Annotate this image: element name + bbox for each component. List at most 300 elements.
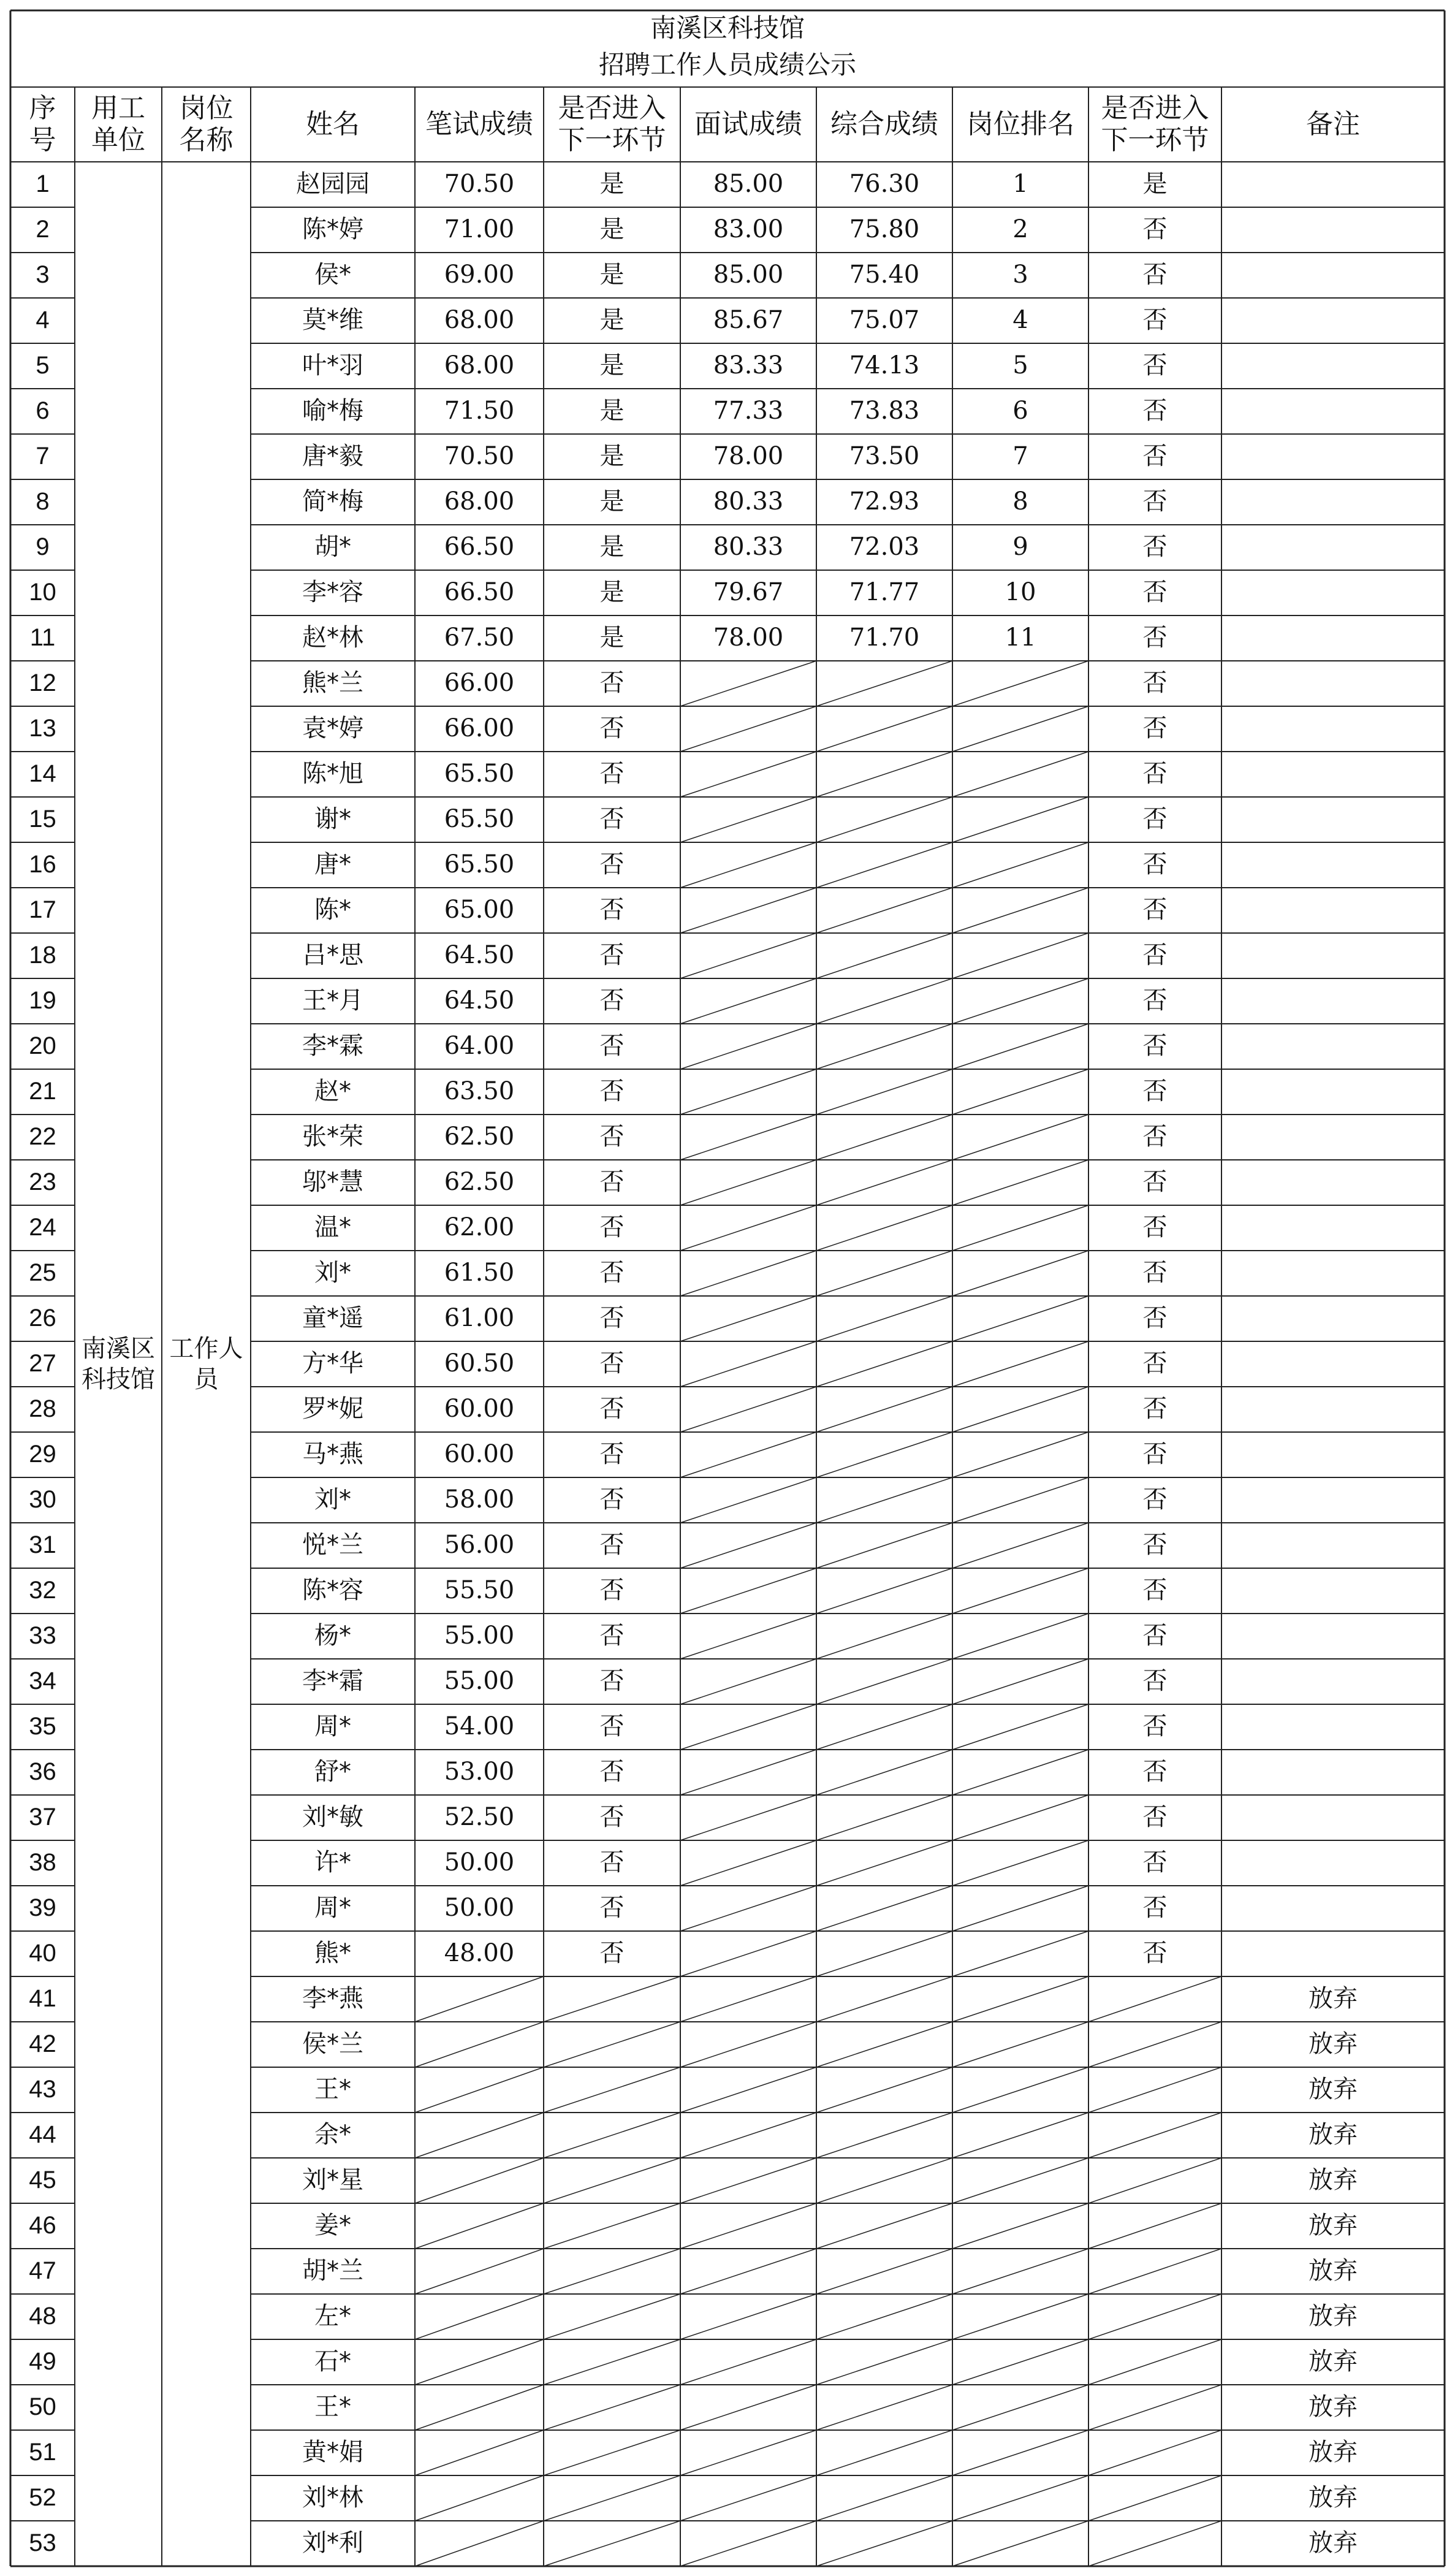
row-remarks <box>1221 1341 1445 1387</box>
empty-cell-slash <box>415 2249 544 2294</box>
row-seq: 5 <box>36 352 50 379</box>
row-name: 胡*兰 <box>302 2257 363 2285</box>
row-remarks <box>1221 1795 1445 1840</box>
row-remarks: 放弃 <box>1309 2211 1358 2240</box>
row-remarks: 放弃 <box>1309 2075 1358 2104</box>
row-name: 侯*兰 <box>302 2030 363 2059</box>
row-written-score: 60.00 <box>444 1440 515 1469</box>
empty-cell-slash <box>816 1296 952 1341</box>
row-rank: 5 <box>1012 351 1028 380</box>
row-name: 舒* <box>314 1758 351 1786</box>
row-seq: 41 <box>29 1985 56 2013</box>
empty-cell-slash <box>680 1069 816 1115</box>
row-remarks <box>1221 1568 1445 1614</box>
row-written-score: 60.00 <box>444 1395 515 1423</box>
row-name: 温* <box>314 1213 351 1242</box>
row-seq: 24 <box>29 1214 56 1241</box>
row-advance-1: 否 <box>599 1122 625 1151</box>
row-advance-1: 否 <box>599 1032 625 1061</box>
row-seq: 11 <box>29 624 56 652</box>
empty-cell-slash <box>680 1296 816 1341</box>
row-name: 唐* <box>314 850 351 879</box>
empty-cell-slash <box>1088 2249 1221 2294</box>
header-post-name: 岗位 名称 <box>179 93 234 156</box>
row-advance-2: 否 <box>1142 487 1168 516</box>
row-advance-1: 是 <box>599 306 625 335</box>
empty-cell-slash <box>415 2067 544 2113</box>
empty-cell-slash <box>952 661 1088 706</box>
row-written-score: 61.50 <box>444 1259 515 1287</box>
row-advance-2: 否 <box>1142 533 1168 562</box>
row-interview-score: 85.00 <box>713 170 784 199</box>
row-remarks <box>1221 933 1445 978</box>
empty-cell-slash <box>680 706 816 752</box>
row-total-score: 75.40 <box>849 261 920 289</box>
empty-cell-slash <box>680 2022 816 2067</box>
row-remarks <box>1221 479 1445 525</box>
row-advance-2: 否 <box>1142 941 1168 970</box>
row-seq: 28 <box>29 1395 56 1423</box>
row-advance-2: 是 <box>1142 170 1168 199</box>
empty-cell-slash <box>1088 2430 1221 2475</box>
row-seq: 46 <box>29 2212 56 2239</box>
row-remarks <box>1221 661 1445 706</box>
row-advance-1: 否 <box>599 1758 625 1786</box>
empty-cell-slash <box>680 1523 816 1568</box>
empty-cell-slash <box>680 1160 816 1205</box>
empty-cell-slash <box>952 2430 1088 2475</box>
empty-cell-slash <box>816 1341 952 1387</box>
empty-cell-slash <box>680 1976 816 2022</box>
row-advance-2: 否 <box>1142 1531 1168 1560</box>
row-seq: 40 <box>29 1940 56 1967</box>
row-advance-2: 否 <box>1142 261 1168 289</box>
row-advance-1: 是 <box>599 533 625 562</box>
row-advance-1: 否 <box>599 760 625 788</box>
row-written-score: 68.00 <box>444 306 515 335</box>
row-name: 陈* <box>314 896 351 924</box>
row-remarks <box>1221 1024 1445 1069</box>
row-remarks <box>1221 1477 1445 1523</box>
row-remarks: 放弃 <box>1309 2257 1358 2285</box>
empty-cell-slash <box>680 2339 816 2385</box>
row-remarks <box>1221 1931 1445 1976</box>
row-advance-2: 否 <box>1142 578 1168 607</box>
row-seq: 45 <box>29 2166 56 2194</box>
row-name: 侯* <box>314 261 351 289</box>
row-seq: 34 <box>29 1667 56 1695</box>
row-remarks <box>1221 1069 1445 1115</box>
empty-cell-slash <box>952 1976 1088 2022</box>
row-name: 童*遥 <box>302 1304 363 1333</box>
row-advance-1: 否 <box>599 1168 625 1197</box>
empty-cell-slash <box>415 2203 544 2249</box>
empty-cell-slash <box>1088 2158 1221 2203</box>
row-seq: 7 <box>36 443 50 470</box>
row-advance-1: 否 <box>599 1440 625 1469</box>
row-name: 刘*林 <box>302 2483 363 2512</box>
empty-cell-slash <box>1088 2294 1221 2339</box>
empty-cell-slash <box>816 2475 952 2521</box>
row-advance-1: 是 <box>599 442 625 471</box>
empty-cell-slash <box>952 2067 1088 2113</box>
empty-cell-slash <box>415 2294 544 2339</box>
row-total-score: 75.80 <box>849 215 920 244</box>
row-advance-1: 否 <box>599 1712 625 1741</box>
empty-cell-slash <box>680 1115 816 1160</box>
row-seq: 36 <box>29 1758 56 1786</box>
empty-cell-slash <box>415 2475 544 2521</box>
row-name: 谢* <box>314 805 351 834</box>
row-advance-1: 是 <box>599 623 625 652</box>
empty-cell-slash <box>952 2475 1088 2521</box>
row-advance-2: 否 <box>1142 1259 1168 1287</box>
row-remarks: 放弃 <box>1309 1984 1358 2013</box>
row-name: 杨* <box>314 1621 351 1650</box>
row-advance-2: 否 <box>1142 351 1168 380</box>
row-name: 李*霖 <box>302 1032 363 1061</box>
row-name: 黄*娟 <box>302 2438 363 2467</box>
row-interview-score: 80.33 <box>713 533 784 562</box>
row-advance-1: 否 <box>599 986 625 1015</box>
row-total-score: 74.13 <box>849 351 920 380</box>
row-name: 叶*羽 <box>302 351 363 380</box>
row-seq: 37 <box>29 1804 56 1831</box>
row-remarks <box>1221 1840 1445 1886</box>
row-written-score: 58.00 <box>444 1485 515 1514</box>
empty-cell-slash <box>952 978 1088 1024</box>
empty-cell-slash <box>680 2067 816 2113</box>
row-rank: 10 <box>1005 578 1036 607</box>
empty-cell-slash <box>952 1160 1088 1205</box>
row-written-score: 55.50 <box>444 1576 515 1605</box>
row-name: 赵*林 <box>302 623 363 652</box>
row-advance-1: 是 <box>599 487 625 516</box>
row-name: 周* <box>314 1894 351 1922</box>
row-seq: 14 <box>29 760 56 788</box>
empty-cell-slash <box>415 2385 544 2430</box>
row-advance-2: 否 <box>1142 1621 1168 1650</box>
empty-cell-slash <box>415 2022 544 2067</box>
row-advance-2: 否 <box>1142 896 1168 924</box>
row-total-score: 71.70 <box>849 623 920 652</box>
header-post-rank: 岗位排名 <box>967 109 1074 140</box>
empty-cell-slash <box>816 978 952 1024</box>
empty-cell-slash <box>544 2521 680 2566</box>
row-remarks <box>1221 434 1445 479</box>
empty-cell-slash <box>816 1614 952 1659</box>
row-seq: 9 <box>36 533 50 561</box>
empty-cell-slash <box>816 1477 952 1523</box>
header-name: 姓名 <box>306 109 360 140</box>
row-advance-1: 是 <box>599 351 625 380</box>
empty-cell-slash <box>952 1341 1088 1387</box>
empty-cell-slash <box>816 1568 952 1614</box>
empty-cell-slash <box>680 1568 816 1614</box>
empty-cell-slash <box>816 2158 952 2203</box>
row-written-score: 64.50 <box>444 941 515 970</box>
row-written-score: 70.50 <box>444 442 515 471</box>
row-advance-2: 否 <box>1142 1213 1168 1242</box>
row-written-score: 65.50 <box>444 760 515 788</box>
row-advance-1: 否 <box>599 1213 625 1242</box>
row-name: 刘* <box>314 1485 351 1514</box>
row-seq: 17 <box>29 896 56 924</box>
empty-cell-slash <box>680 1750 816 1795</box>
row-seq: 18 <box>29 942 56 969</box>
empty-cell-slash <box>680 1432 816 1477</box>
row-name: 莫*维 <box>302 306 363 335</box>
empty-cell-slash <box>680 842 816 888</box>
empty-cell-slash <box>816 661 952 706</box>
row-advance-1: 否 <box>599 1803 625 1832</box>
empty-cell-slash <box>816 2067 952 2113</box>
row-written-score: 71.50 <box>444 397 515 425</box>
row-seq: 51 <box>29 2439 56 2466</box>
row-written-score: 62.00 <box>444 1213 515 1242</box>
empty-cell-slash <box>816 1024 952 1069</box>
row-seq: 49 <box>29 2348 56 2376</box>
empty-cell-slash <box>680 1886 816 1931</box>
empty-cell-slash <box>816 1387 952 1432</box>
row-name: 罗*妮 <box>302 1395 363 1423</box>
empty-cell-slash <box>816 1840 952 1886</box>
empty-cell-slash <box>816 1659 952 1704</box>
empty-cell-slash <box>952 2158 1088 2203</box>
row-written-score: 55.00 <box>444 1667 515 1696</box>
empty-cell-slash <box>816 1795 952 1840</box>
empty-cell-slash <box>680 661 816 706</box>
row-name: 喻*梅 <box>302 397 363 425</box>
row-advance-1: 否 <box>599 805 625 834</box>
empty-cell-slash <box>680 1205 816 1251</box>
row-interview-score: 85.67 <box>713 306 784 335</box>
empty-cell-slash <box>1088 1976 1221 2022</box>
empty-cell-slash <box>952 1205 1088 1251</box>
row-advance-1: 否 <box>599 1077 625 1106</box>
row-advance-1: 否 <box>599 850 625 879</box>
row-name: 胡* <box>314 533 351 562</box>
empty-cell-slash <box>680 2475 816 2521</box>
row-advance-2: 否 <box>1142 623 1168 652</box>
row-seq: 32 <box>29 1577 56 1604</box>
row-written-score: 69.00 <box>444 261 515 289</box>
row-name: 刘*利 <box>302 2529 363 2558</box>
row-name: 王* <box>314 2393 351 2422</box>
row-remarks <box>1221 842 1445 888</box>
empty-cell-slash <box>816 2022 952 2067</box>
empty-cell-slash <box>952 1568 1088 1614</box>
empty-cell-slash <box>680 1795 816 1840</box>
empty-cell-slash <box>952 2249 1088 2294</box>
row-advance-2: 否 <box>1142 397 1168 425</box>
empty-cell-slash <box>816 706 952 752</box>
row-name: 唐*毅 <box>302 442 363 471</box>
row-interview-score: 83.00 <box>713 215 784 244</box>
row-advance-2: 否 <box>1142 1485 1168 1514</box>
row-advance-1: 是 <box>599 578 625 607</box>
row-remarks <box>1221 1614 1445 1659</box>
row-remarks <box>1221 570 1445 615</box>
empty-cell-slash <box>680 1341 816 1387</box>
empty-cell-slash <box>952 1251 1088 1296</box>
row-written-score: 62.50 <box>444 1168 515 1197</box>
row-name: 吕*思 <box>302 941 363 970</box>
row-seq: 20 <box>29 1032 56 1060</box>
empty-cell-slash <box>544 2385 680 2430</box>
row-seq: 25 <box>29 1259 56 1287</box>
row-written-score: 52.50 <box>444 1803 515 1832</box>
empty-cell-slash <box>544 1976 680 2022</box>
row-remarks <box>1221 343 1445 389</box>
table-title-line2: 招聘工作人员成绩公示 <box>598 50 856 80</box>
row-advance-2: 否 <box>1142 1077 1168 1106</box>
row-advance-1: 否 <box>599 896 625 924</box>
header-remarks: 备注 <box>1306 109 1360 140</box>
row-advance-2: 否 <box>1142 1349 1168 1378</box>
row-interview-score: 85.00 <box>713 261 784 289</box>
row-remarks <box>1221 1432 1445 1477</box>
row-remarks: 放弃 <box>1309 2347 1358 2376</box>
row-seq: 33 <box>29 1622 56 1650</box>
row-advance-2: 否 <box>1142 1712 1168 1741</box>
header-total-score: 综合成绩 <box>830 109 938 140</box>
row-seq: 42 <box>29 2030 56 2058</box>
row-name: 赵* <box>314 1077 351 1106</box>
empty-cell-slash <box>816 933 952 978</box>
empty-cell-slash <box>816 1750 952 1795</box>
row-written-score: 68.00 <box>444 487 515 516</box>
empty-cell-slash <box>952 752 1088 797</box>
empty-cell-slash <box>952 1387 1088 1432</box>
row-advance-1: 否 <box>599 1848 625 1877</box>
empty-cell-slash <box>680 1840 816 1886</box>
row-advance-1: 否 <box>599 1576 625 1605</box>
row-total-score: 73.83 <box>849 397 920 425</box>
row-advance-2: 否 <box>1142 1395 1168 1423</box>
empty-cell-slash <box>816 2430 952 2475</box>
empty-cell-slash <box>680 2113 816 2158</box>
row-seq: 12 <box>29 669 56 697</box>
row-written-score: 62.50 <box>444 1122 515 1151</box>
row-interview-score: 78.00 <box>713 623 784 652</box>
row-advance-1: 否 <box>599 1939 625 1968</box>
row-advance-1: 否 <box>599 1349 625 1378</box>
row-advance-1: 否 <box>599 669 625 698</box>
row-name: 马*燕 <box>302 1440 363 1469</box>
row-remarks <box>1221 888 1445 933</box>
empty-cell-slash <box>952 2521 1088 2566</box>
empty-cell-slash <box>680 2430 816 2475</box>
empty-cell-slash <box>816 1976 952 2022</box>
row-name: 刘*敏 <box>302 1803 363 1832</box>
row-seq: 21 <box>29 1078 56 1105</box>
row-seq: 44 <box>29 2121 56 2149</box>
row-seq: 52 <box>29 2484 56 2512</box>
row-written-score: 70.50 <box>444 170 515 199</box>
empty-cell-slash <box>952 842 1088 888</box>
row-name: 左* <box>314 2302 351 2331</box>
empty-cell-slash <box>680 2385 816 2430</box>
row-name: 王* <box>314 2075 351 2104</box>
row-name: 姜* <box>314 2211 351 2240</box>
row-seq: 38 <box>29 1849 56 1877</box>
empty-cell-slash <box>816 2249 952 2294</box>
row-seq: 48 <box>29 2303 56 2330</box>
empty-cell-slash <box>415 1976 544 2022</box>
row-advance-1: 否 <box>599 941 625 970</box>
empty-cell-slash <box>816 1205 952 1251</box>
row-advance-1: 否 <box>599 1894 625 1922</box>
row-seq: 10 <box>29 579 56 606</box>
row-seq: 53 <box>29 2529 56 2557</box>
row-advance-2: 否 <box>1142 1576 1168 1605</box>
row-name: 周* <box>314 1712 351 1741</box>
row-remarks: 放弃 <box>1309 2483 1358 2512</box>
row-advance-2: 否 <box>1142 306 1168 335</box>
row-seq: 27 <box>29 1350 56 1378</box>
row-written-score: 68.00 <box>444 351 515 380</box>
row-remarks <box>1221 1659 1445 1704</box>
row-remarks <box>1221 389 1445 434</box>
row-written-score: 71.00 <box>444 215 515 244</box>
row-written-score: 65.00 <box>444 896 515 924</box>
row-advance-2: 否 <box>1142 215 1168 244</box>
row-rank: 1 <box>1012 170 1028 199</box>
header-written-score: 笔试成绩 <box>425 109 533 140</box>
empty-cell-slash <box>952 1614 1088 1659</box>
table-title-line1: 南溪区科技馆 <box>650 13 805 44</box>
row-advance-2: 否 <box>1142 1758 1168 1786</box>
row-advance-1: 是 <box>599 170 625 199</box>
empty-cell-slash <box>816 842 952 888</box>
row-remarks <box>1221 1296 1445 1341</box>
row-remarks <box>1221 1750 1445 1795</box>
row-name: 陈*旭 <box>302 760 363 788</box>
row-remarks <box>1221 1205 1445 1251</box>
row-remarks <box>1221 162 1445 207</box>
row-advance-1: 否 <box>599 1304 625 1333</box>
empty-cell-slash <box>544 2249 680 2294</box>
empty-cell-slash <box>816 1931 952 1976</box>
row-seq: 1 <box>36 170 50 198</box>
row-name: 方*华 <box>302 1349 363 1378</box>
row-seq: 23 <box>29 1168 56 1196</box>
row-remarks <box>1221 1251 1445 1296</box>
row-remarks: 放弃 <box>1309 2393 1358 2422</box>
empty-cell-slash <box>1088 2022 1221 2067</box>
empty-cell-slash <box>680 1024 816 1069</box>
row-written-score: 61.00 <box>444 1304 515 1333</box>
empty-cell-slash <box>680 1659 816 1704</box>
empty-cell-slash <box>816 2385 952 2430</box>
row-seq: 50 <box>29 2393 56 2421</box>
empty-cell-slash <box>1088 2339 1221 2385</box>
empty-cell-slash <box>680 2249 816 2294</box>
empty-cell-slash <box>952 888 1088 933</box>
row-seq: 16 <box>29 851 56 878</box>
empty-cell-slash <box>680 933 816 978</box>
row-remarks: 放弃 <box>1309 2438 1358 2467</box>
empty-cell-slash <box>816 797 952 842</box>
row-name: 刘*星 <box>302 2166 363 2195</box>
row-advance-2: 否 <box>1142 442 1168 471</box>
row-advance-2: 否 <box>1142 850 1168 879</box>
empty-cell-slash <box>816 2339 952 2385</box>
empty-cell-slash <box>952 1931 1088 1976</box>
row-remarks: 放弃 <box>1309 2529 1358 2558</box>
empty-cell-slash <box>816 2521 952 2566</box>
